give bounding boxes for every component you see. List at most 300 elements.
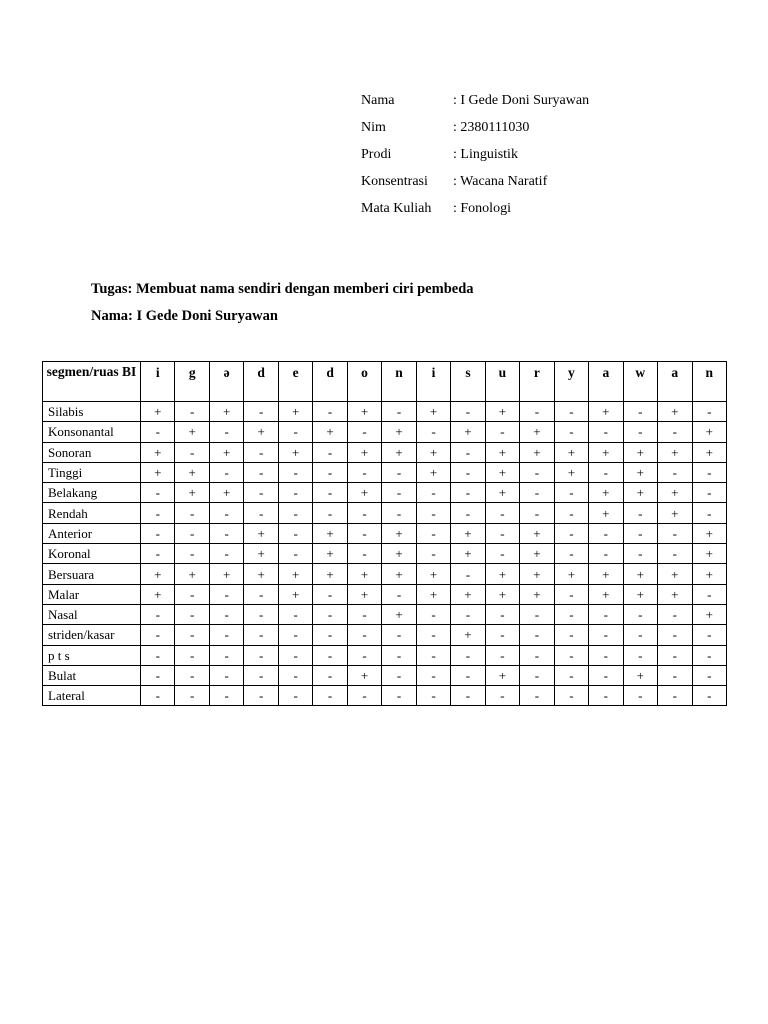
feature-value: + — [623, 442, 657, 462]
feature-value: - — [658, 544, 692, 564]
feature-value: + — [623, 462, 657, 482]
feature-value: + — [451, 584, 485, 604]
info-row — [361, 93, 589, 120]
info-label: Prodi — [361, 147, 392, 162]
feature-value: - — [520, 686, 554, 706]
feature-value: - — [589, 422, 623, 442]
feature-value: - — [623, 544, 657, 564]
feature-value: - — [658, 665, 692, 685]
table-row — [43, 625, 727, 645]
feature-value: - — [520, 402, 554, 422]
feature-value: + — [589, 442, 623, 462]
feature-value: - — [175, 686, 209, 706]
table-row — [43, 523, 727, 543]
feature-value: - — [175, 645, 209, 665]
feature-value: - — [658, 604, 692, 624]
feature-value: + — [520, 422, 554, 442]
segment-header: s — [451, 362, 485, 402]
feature-value: - — [209, 686, 243, 706]
feature-value: - — [244, 665, 278, 685]
feature-value: - — [416, 665, 450, 685]
table-row — [43, 645, 727, 665]
feature-value: + — [485, 665, 519, 685]
feature-value: + — [485, 462, 519, 482]
info-value: : 2380111030 — [453, 120, 530, 135]
segment-header: d — [313, 362, 347, 402]
feature-value: - — [554, 625, 588, 645]
feature-value: + — [347, 564, 381, 584]
feature-value: - — [313, 686, 347, 706]
feature-label: Bersuara — [43, 564, 141, 584]
feature-value: + — [451, 523, 485, 543]
feature-value: - — [313, 665, 347, 685]
feature-label: Tinggi — [43, 462, 141, 482]
feature-value: - — [692, 402, 727, 422]
feature-value: - — [485, 604, 519, 624]
feature-value: + — [589, 564, 623, 584]
name-heading: Nama: I Gede Doni Suryawan — [91, 308, 278, 324]
feature-value: - — [313, 645, 347, 665]
feature-value: - — [175, 665, 209, 685]
segment-header: o — [347, 362, 381, 402]
feature-value: + — [692, 604, 727, 624]
feature-value: - — [589, 686, 623, 706]
info-row — [361, 174, 589, 201]
feature-value: - — [382, 503, 416, 523]
feature-value: + — [485, 584, 519, 604]
feature-value: - — [278, 523, 312, 543]
info-row — [361, 201, 589, 228]
feature-value: - — [554, 523, 588, 543]
feature-value: + — [451, 422, 485, 442]
feature-value: + — [520, 544, 554, 564]
feature-value: + — [209, 402, 243, 422]
feature-value: + — [278, 442, 312, 462]
feature-value: - — [244, 503, 278, 523]
table-row — [43, 584, 727, 604]
feature-label: Anterior — [43, 523, 141, 543]
feature-value: - — [278, 503, 312, 523]
table-row — [43, 442, 727, 462]
feature-value: - — [278, 483, 312, 503]
feature-value: - — [485, 544, 519, 564]
feature-label: Silabis — [43, 402, 141, 422]
feature-value: + — [658, 503, 692, 523]
feature-value: - — [347, 422, 381, 442]
info-row — [361, 120, 589, 147]
feature-value: + — [382, 564, 416, 584]
feature-value: - — [485, 625, 519, 645]
feature-value: + — [589, 402, 623, 422]
feature-value: - — [416, 604, 450, 624]
feature-value: - — [382, 402, 416, 422]
feature-value: - — [175, 584, 209, 604]
feature-value: - — [589, 625, 623, 645]
feature-value: - — [175, 544, 209, 564]
feature-value: + — [382, 604, 416, 624]
feature-value: + — [209, 483, 243, 503]
info-label: Mata Kuliah — [361, 201, 432, 216]
feature-value: + — [520, 442, 554, 462]
feature-value: - — [623, 503, 657, 523]
feature-value: - — [554, 584, 588, 604]
feature-value: - — [209, 625, 243, 645]
feature-value: - — [278, 645, 312, 665]
feature-value: + — [658, 483, 692, 503]
feature-value: - — [278, 625, 312, 645]
feature-value: - — [692, 625, 727, 645]
feature-value: - — [347, 625, 381, 645]
feature-value: + — [313, 544, 347, 564]
feature-value: + — [278, 402, 312, 422]
feature-value: - — [244, 686, 278, 706]
feature-value: - — [485, 686, 519, 706]
feature-value: - — [175, 604, 209, 624]
feature-value: + — [347, 665, 381, 685]
feature-value: + — [347, 483, 381, 503]
feature-value: - — [416, 523, 450, 543]
feature-value: - — [451, 402, 485, 422]
feature-value: - — [209, 665, 243, 685]
feature-value: + — [416, 402, 450, 422]
feature-value: - — [451, 442, 485, 462]
feature-value: - — [278, 462, 312, 482]
feature-value: + — [554, 442, 588, 462]
feature-value: + — [244, 523, 278, 543]
feature-label: Nasal — [43, 604, 141, 624]
feature-value: - — [451, 686, 485, 706]
feature-value: - — [520, 625, 554, 645]
info-label: Nim — [361, 120, 386, 135]
segment-header: w — [623, 362, 657, 402]
feature-value: + — [347, 442, 381, 462]
feature-value: - — [416, 503, 450, 523]
feature-value: - — [347, 544, 381, 564]
feature-value: - — [692, 503, 727, 523]
feature-value: - — [554, 686, 588, 706]
feature-value: - — [244, 442, 278, 462]
table-row — [43, 564, 727, 584]
segment-header: d — [244, 362, 278, 402]
feature-value: + — [382, 422, 416, 442]
feature-value: - — [278, 665, 312, 685]
feature-value: + — [141, 462, 175, 482]
feature-value: - — [589, 523, 623, 543]
feature-value: - — [141, 422, 175, 442]
info-label: Nama — [361, 93, 395, 108]
segment-header: g — [175, 362, 209, 402]
feature-value: - — [141, 483, 175, 503]
segment-header: n — [382, 362, 416, 402]
feature-value: - — [692, 686, 727, 706]
distinctive-features-table — [42, 361, 727, 706]
info-label: Konsentrasi — [361, 174, 428, 189]
feature-value: - — [416, 544, 450, 564]
segment-header: a — [658, 362, 692, 402]
feature-value: + — [554, 564, 588, 584]
feature-value: + — [209, 442, 243, 462]
feature-value: + — [175, 462, 209, 482]
segment-header: i — [416, 362, 450, 402]
feature-value: + — [692, 544, 727, 564]
feature-value: - — [382, 483, 416, 503]
feature-value: - — [554, 402, 588, 422]
feature-value: + — [175, 422, 209, 442]
info-value: : Wacana Naratif — [453, 174, 548, 189]
feature-value: - — [141, 523, 175, 543]
feature-value: - — [244, 604, 278, 624]
feature-label: Bulat — [43, 665, 141, 685]
feature-value: + — [692, 564, 727, 584]
feature-value: - — [485, 645, 519, 665]
feature-value: + — [623, 584, 657, 604]
feature-value: + — [589, 503, 623, 523]
feature-value: + — [347, 402, 381, 422]
feature-value: - — [623, 686, 657, 706]
feature-value: - — [623, 604, 657, 624]
feature-value: - — [141, 665, 175, 685]
table-header-row — [43, 362, 727, 402]
feature-value: - — [623, 402, 657, 422]
feature-value: - — [313, 625, 347, 645]
feature-value: - — [451, 564, 485, 584]
feature-value: - — [382, 665, 416, 685]
feature-value: - — [313, 442, 347, 462]
segment-header: i — [141, 362, 175, 402]
feature-value: - — [589, 462, 623, 482]
feature-value: - — [692, 483, 727, 503]
student-info — [361, 93, 589, 228]
feature-value: - — [209, 422, 243, 442]
feature-value: - — [209, 523, 243, 543]
feature-value: + — [485, 442, 519, 462]
feature-value: + — [209, 564, 243, 584]
feature-value: + — [623, 665, 657, 685]
feature-value: - — [175, 402, 209, 422]
feature-value: + — [520, 564, 554, 584]
feature-value: - — [416, 422, 450, 442]
feature-value: - — [520, 665, 554, 685]
feature-value: - — [313, 483, 347, 503]
feature-value: - — [347, 523, 381, 543]
feature-value: - — [554, 503, 588, 523]
feature-value: - — [692, 665, 727, 685]
segment-header: r — [520, 362, 554, 402]
feature-value: - — [278, 604, 312, 624]
feature-value: + — [244, 422, 278, 442]
feature-value: - — [416, 686, 450, 706]
table-row — [43, 503, 727, 523]
feature-value: - — [451, 645, 485, 665]
table-row — [43, 422, 727, 442]
feature-value: + — [589, 584, 623, 604]
feature-value: - — [416, 625, 450, 645]
feature-value: + — [382, 442, 416, 462]
feature-value: + — [313, 523, 347, 543]
feature-value: - — [658, 422, 692, 442]
feature-label: p t s — [43, 645, 141, 665]
feature-value: - — [244, 402, 278, 422]
feature-value: - — [175, 442, 209, 462]
feature-value: - — [485, 422, 519, 442]
feature-value: + — [278, 584, 312, 604]
feature-value: - — [520, 503, 554, 523]
info-value: : I Gede Doni Suryawan — [453, 93, 590, 108]
feature-value: - — [141, 503, 175, 523]
feature-label: Konsonantal — [43, 422, 141, 442]
feature-value: - — [209, 584, 243, 604]
feature-value: + — [244, 564, 278, 584]
feature-value: + — [278, 564, 312, 584]
feature-value: - — [623, 645, 657, 665]
feature-value: - — [623, 523, 657, 543]
feature-value: - — [382, 584, 416, 604]
feature-value: - — [692, 462, 727, 482]
feature-value: - — [554, 483, 588, 503]
feature-value: + — [554, 462, 588, 482]
feature-value: - — [589, 544, 623, 564]
feature-value: - — [209, 503, 243, 523]
feature-value: + — [175, 483, 209, 503]
feature-value: + — [658, 584, 692, 604]
feature-value: + — [485, 564, 519, 584]
feature-value: - — [382, 686, 416, 706]
feature-value: - — [209, 462, 243, 482]
feature-value: + — [692, 422, 727, 442]
feature-value: + — [141, 584, 175, 604]
feature-value: - — [589, 604, 623, 624]
feature-value: + — [451, 544, 485, 564]
feature-value: + — [313, 422, 347, 442]
feature-value: - — [347, 686, 381, 706]
feature-value: - — [416, 645, 450, 665]
feature-label: Malar — [43, 584, 141, 604]
feature-value: - — [658, 686, 692, 706]
feature-value: - — [141, 645, 175, 665]
feature-value: + — [175, 564, 209, 584]
feature-value: - — [347, 503, 381, 523]
feature-value: - — [623, 625, 657, 645]
feature-value: - — [313, 462, 347, 482]
feature-value: - — [382, 645, 416, 665]
info-value: : Linguistik — [453, 147, 518, 162]
feature-value: - — [141, 544, 175, 564]
feature-value: + — [692, 442, 727, 462]
segment-header: u — [485, 362, 519, 402]
feature-value: - — [347, 645, 381, 665]
feature-value: - — [382, 462, 416, 482]
feature-value: - — [278, 686, 312, 706]
feature-value: - — [485, 523, 519, 543]
feature-value: + — [623, 483, 657, 503]
feature-value: + — [416, 462, 450, 482]
feature-value: - — [347, 462, 381, 482]
feature-value: + — [347, 584, 381, 604]
table-row — [43, 686, 727, 706]
segment-header: ə — [209, 362, 243, 402]
feature-value: + — [416, 442, 450, 462]
feature-value: - — [589, 665, 623, 685]
feature-label: Rendah — [43, 503, 141, 523]
feature-value: - — [520, 645, 554, 665]
feature-value: + — [658, 564, 692, 584]
feature-value: + — [485, 402, 519, 422]
feature-value: + — [520, 523, 554, 543]
feature-value: - — [658, 523, 692, 543]
feature-value: - — [244, 462, 278, 482]
feature-value: - — [244, 625, 278, 645]
feature-value: + — [485, 483, 519, 503]
feature-value: + — [244, 544, 278, 564]
feature-value: - — [313, 503, 347, 523]
feature-value: + — [658, 402, 692, 422]
feature-value: - — [485, 503, 519, 523]
feature-value: - — [313, 604, 347, 624]
feature-value: - — [520, 483, 554, 503]
feature-value: + — [416, 564, 450, 584]
feature-value: + — [658, 442, 692, 462]
feature-value: - — [554, 422, 588, 442]
feature-value: - — [175, 625, 209, 645]
feature-value: - — [554, 544, 588, 564]
feature-value: - — [416, 483, 450, 503]
feature-value: - — [141, 625, 175, 645]
feature-value: - — [244, 645, 278, 665]
feature-value: - — [451, 503, 485, 523]
feature-value: - — [244, 584, 278, 604]
segment-header: n — [692, 362, 727, 402]
feature-value: - — [141, 686, 175, 706]
feature-value: - — [209, 544, 243, 564]
feature-value: - — [451, 462, 485, 482]
table-row — [43, 665, 727, 685]
info-row — [361, 147, 589, 174]
feature-value: - — [141, 604, 175, 624]
feature-value: + — [141, 442, 175, 462]
feature-value: - — [451, 604, 485, 624]
feature-value: + — [451, 625, 485, 645]
segment-header: e — [278, 362, 312, 402]
feature-value: + — [416, 584, 450, 604]
table-row — [43, 544, 727, 564]
table-row — [43, 462, 727, 482]
feature-value: - — [589, 645, 623, 665]
segment-header: y — [554, 362, 588, 402]
feature-value: - — [554, 604, 588, 624]
feature-value: - — [658, 462, 692, 482]
feature-label: Belakang — [43, 483, 141, 503]
feature-value: + — [313, 564, 347, 584]
feature-value: - — [658, 625, 692, 645]
segment-header: a — [589, 362, 623, 402]
feature-value: - — [244, 483, 278, 503]
feature-value: - — [313, 584, 347, 604]
feature-value: - — [278, 544, 312, 564]
info-value: : Fonologi — [453, 201, 511, 216]
feature-value: - — [278, 422, 312, 442]
feature-value: - — [451, 665, 485, 685]
feature-value: + — [382, 523, 416, 543]
feature-value: - — [175, 523, 209, 543]
feature-value: - — [175, 503, 209, 523]
feature-value: - — [347, 604, 381, 624]
feature-value: - — [209, 604, 243, 624]
feature-value: - — [313, 402, 347, 422]
table-row — [43, 402, 727, 422]
feature-label: Lateral — [43, 686, 141, 706]
feature-value: + — [623, 564, 657, 584]
feature-value: + — [692, 523, 727, 543]
